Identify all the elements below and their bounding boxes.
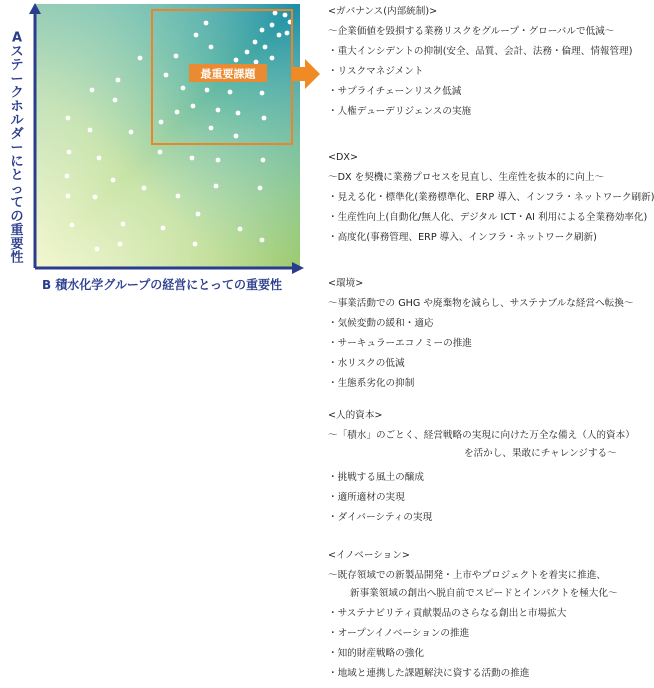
issue-dot — [204, 21, 209, 26]
section-lead: ～既存領域での新製品開発・上市やプロジェクトを着実に推進、 — [328, 570, 607, 581]
top-priority-label: 最重要課題 — [200, 67, 256, 81]
issue-dot — [161, 226, 166, 231]
y-axis-label-char: ス — [10, 44, 24, 60]
y-axis-label-char: ホ — [10, 99, 24, 115]
y-axis-label-char: 重 — [10, 223, 24, 238]
issue-dot — [277, 33, 282, 38]
issue-dot — [129, 130, 134, 135]
issue-dot — [95, 247, 100, 252]
issue-dot — [270, 56, 275, 61]
section-title: <ガバナンス(内部統制)> — [328, 6, 438, 17]
list-item: ・サプライチェーンリスク低減 — [328, 86, 462, 97]
issue-dot — [216, 158, 221, 163]
issue-dot — [138, 56, 143, 61]
issue-dot — [65, 174, 70, 179]
issue-dot — [283, 13, 288, 18]
issue-dot — [118, 242, 123, 247]
issue-dot — [285, 31, 290, 36]
list-item: ・地域と連携した課題解決に資する活動の推進 — [328, 668, 530, 679]
issue-dot — [262, 116, 267, 121]
issue-dot — [234, 58, 239, 63]
list-item: ・生態系劣化の抑制 — [328, 378, 415, 389]
issue-dot — [111, 178, 116, 183]
issue-dot — [234, 134, 239, 139]
list-item: ・挑戦する風土の醸成 — [328, 472, 424, 483]
issue-dot — [190, 156, 195, 161]
issue-dot — [205, 88, 210, 93]
y-axis-label-char: ク — [10, 85, 24, 101]
issue-dot — [164, 73, 169, 78]
issue-dot — [158, 150, 163, 155]
issue-dot — [90, 88, 95, 93]
y-axis-label-char: A — [11, 30, 23, 46]
issue-dot — [245, 50, 250, 55]
y-axis-label-char: ダ — [10, 126, 24, 142]
x-axis-label: B 積水化学グループの経営にとっての重要性 — [42, 277, 283, 292]
issue-dot — [254, 60, 259, 65]
issue-dot — [258, 186, 263, 191]
issue-dot — [238, 227, 243, 232]
list-item: ・高度化(事務管理、ERP 導入、インフラ・ネットワーク刷新) — [328, 232, 597, 243]
section-lead: ～「積水」のごとく、経営戦略の実現に向けた万全な備え（人的資本） — [328, 430, 635, 441]
y-axis-label-char: っ — [10, 181, 24, 197]
list-item: ・サーキュラーエコノミーの推進 — [328, 338, 472, 349]
issue-dot — [66, 116, 71, 121]
section-title: <DX> — [328, 152, 359, 163]
section-lead: ～企業価値を毀損する業務リスクをグループ・グローバルで低減～ — [328, 26, 615, 37]
issue-dot — [142, 186, 147, 191]
issue-dot — [121, 222, 126, 227]
list-item: ・生産性向上(自動化/無人化、デジタル ICT・AI 利用による全業務効率化) — [328, 212, 648, 223]
issue-dot — [263, 45, 268, 50]
issue-dot — [159, 120, 164, 125]
issue-dot — [70, 223, 75, 228]
issue-dot — [67, 150, 72, 155]
section-title: <イノベーション> — [328, 550, 410, 561]
issue-dot — [216, 108, 221, 113]
issue-dot — [214, 184, 219, 189]
issue-dot — [228, 90, 233, 95]
issue-dot — [273, 11, 278, 16]
list-item: ・リスクマネジメント — [328, 66, 424, 77]
y-axis-label-char: 性 — [10, 250, 24, 266]
materiality-matrix — [0, 0, 330, 300]
section-lead: ～DX を契機に業務プロセスを見直し、生産性を抜本的に向上～ — [328, 172, 605, 183]
matrix-background-overlay — [35, 4, 300, 268]
section-lead-continued: 新事業領域の創出へ脱自前でスピードとインパクトを極大化～ — [350, 588, 618, 599]
list-item: ・見える化・標準化(業務標準化、ERP 導入、インフラ・ネットワーク刷新) — [328, 192, 654, 203]
list-item: ・水リスクの低減 — [328, 358, 405, 369]
y-axis-label-char: 要 — [10, 236, 24, 252]
issue-dot — [260, 91, 265, 96]
y-axis-label-char: に — [10, 154, 24, 170]
section-title: <人的資本> — [328, 410, 383, 421]
list-item: ・知的財産戦略の強化 — [328, 648, 424, 659]
list-item: ・重大インシデントの抑制(安全、品質、会計、法務・倫理、情報管理) — [328, 46, 633, 57]
issue-dot — [113, 98, 118, 103]
issue-dot — [260, 238, 265, 243]
y-axis-label-char: と — [10, 168, 24, 183]
list-item: ・ダイバーシティの実現 — [328, 512, 433, 523]
issue-dot — [270, 23, 275, 28]
issue-dot — [93, 195, 98, 200]
issue-dot — [174, 54, 179, 59]
section-lead-continued: を活かし、果敢にチャレンジする～ — [464, 448, 617, 459]
issue-dot — [88, 128, 93, 133]
list-item: ・人権デューデリジェンスの実施 — [328, 106, 472, 117]
list-item: ・サステナビリティ貢献製品のさらなる創出と市場拡大 — [328, 608, 567, 619]
issue-dot — [209, 126, 214, 131]
issue-dot — [97, 156, 102, 161]
y-axis-label-char: の — [10, 209, 24, 225]
issue-dot — [181, 86, 186, 91]
issue-dot — [194, 33, 199, 38]
issue-dot — [176, 194, 181, 199]
issue-dot — [66, 194, 71, 199]
y-axis-label-char: ー — [10, 71, 24, 87]
issue-dot — [191, 104, 196, 109]
section-title: <環境> — [328, 278, 364, 289]
list-item: ・気候変動の緩和・適応 — [328, 318, 434, 329]
issue-dot — [253, 40, 258, 45]
y-axis-label-char: テ — [10, 58, 24, 73]
y-axis-label-char: て — [10, 195, 24, 211]
issue-dot — [193, 242, 198, 247]
y-axis-label-char: ル — [10, 113, 24, 128]
issue-dot — [261, 158, 266, 163]
issue-dot — [209, 45, 214, 50]
issue-dot — [260, 28, 265, 33]
y-axis-label-char: ー — [10, 140, 24, 156]
list-item: ・適所適材の実現 — [328, 492, 405, 503]
y-axis-label — [9, 31, 24, 266]
list-item: ・オープンイノベーションの推進 — [328, 628, 470, 639]
issue-dot — [236, 111, 241, 116]
issue-dot — [116, 78, 121, 83]
section-lead: ～事業活動での GHG や廃棄物を減らし、サステナブルな経営へ転換～ — [328, 298, 634, 309]
issue-dot — [196, 212, 201, 217]
issue-dot — [175, 110, 180, 115]
